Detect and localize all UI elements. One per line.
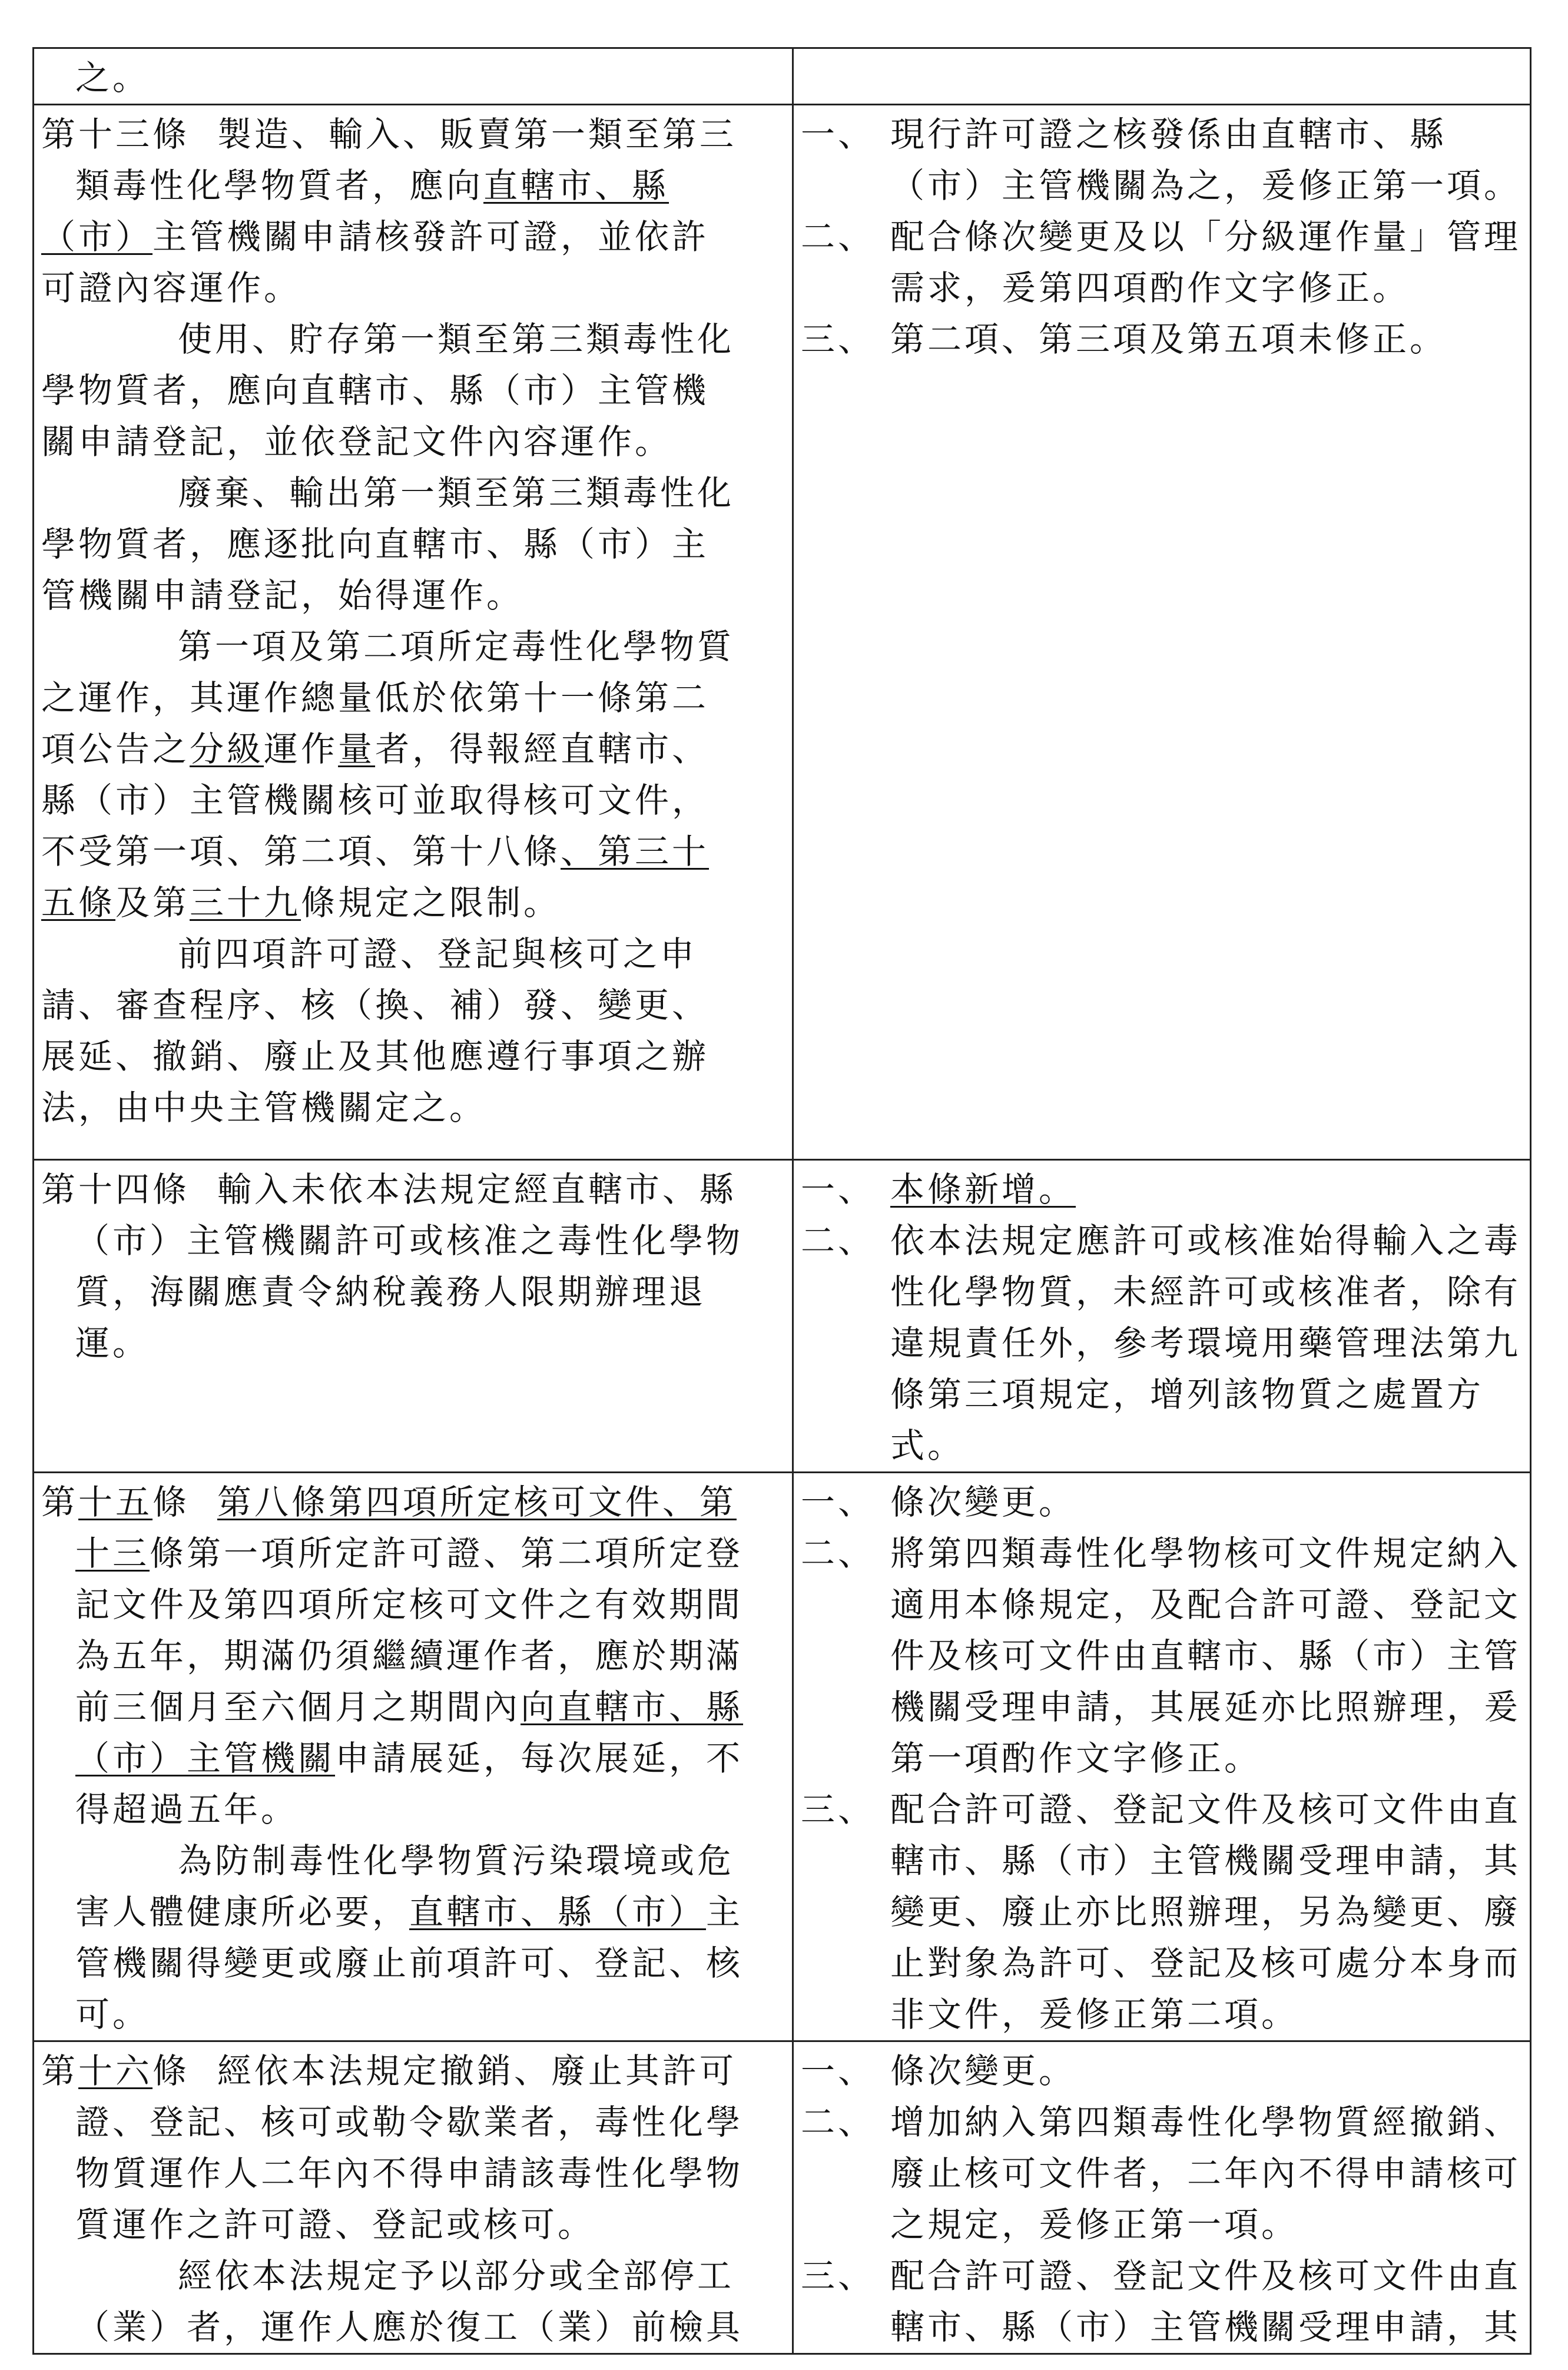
article-15-explanation xyxy=(793,1473,1531,2041)
table-row-article-14 xyxy=(34,1160,1531,1473)
amended-text: 十三 xyxy=(75,1533,150,1573)
amended-text: 十五 xyxy=(78,1482,153,1522)
amended-text: 分級 xyxy=(190,729,264,769)
explanation-item: 一、 條次變更。 xyxy=(801,1482,1076,1522)
explanation-item: 三、 第二項、第三項及第五項未修正。 xyxy=(801,319,1447,359)
amended-text: 三十九 xyxy=(190,883,301,923)
table-row-article-13 xyxy=(34,105,1531,1160)
explanation-item: 三、 配合許可證、登記文件及核可文件由直轄市、縣（市）主管機關受理申請，其變更、廢止亦比照辦理，另為變更、廢止對象為許可、登記及核可處分本身而非文件，爰修正第二項。 xyxy=(801,1789,1521,2034)
article-15-heading: 第十五條 xyxy=(41,1482,190,1522)
explanation-item: 一、 條次變更。 xyxy=(801,2051,1076,2091)
amended-text: 量 xyxy=(338,729,376,769)
article-16-text: 第十六條 經依本法規定撤銷、廢止其許可 證、登記、核可或勒令歇業者，毒性化學 物質運作人二年內不得申請該毒性化學物 質運作之許可證、登記或核可。 經依本法規定予以部分或全部停工 （業）者，運作人應於復工（業）前檢具 xyxy=(34,2041,793,2354)
amended-text: 第八條第四項所定核可文件、第 xyxy=(217,1482,737,1522)
table-row-article-15 xyxy=(34,1473,1531,2041)
explanation-item: 一、 現行許可證之核發係由直轄市、縣（市）主管機關為之，爰修正第一項。 xyxy=(801,114,1521,205)
amendment-comparison-table xyxy=(32,47,1531,2355)
explanation-item: 三、 配合許可證、登記文件及核可文件由直轄市、縣（市）主管機關受理申請，其 xyxy=(801,2256,1521,2347)
article-16-explanation xyxy=(793,2041,1531,2354)
amended-text: 直轄市、縣（市） xyxy=(409,1892,707,1932)
explanation-item: 一、 本條新增。 xyxy=(801,1169,1076,1209)
left-cell: 之。 xyxy=(34,48,793,105)
article-14-heading: 第十四條 xyxy=(41,1169,190,1209)
article-16-heading: 第十六條 xyxy=(41,2051,190,2091)
article-14-text: 第十四條 輸入未依本法規定經直轄市、縣 （市）主管機關許可或核准之毒性化學物 質，海關應責令納稅義務人限期辦理退 運。 xyxy=(34,1160,793,1473)
table-row-article-16 xyxy=(34,2041,1531,2354)
explanation-item: 二、 將第四類毒性化學物核可文件規定納入適用本條規定，及配合許可證、登記文件及核可文件由直轄市、縣（市）主管機關受理申請，其展延亦比照辦理，爰第一項酌作文字修正。 xyxy=(801,1533,1521,1778)
amended-text: （市）主管機關 xyxy=(75,1738,336,1778)
explanation-item: 二、 增加納入第四類毒性化學物質經撤銷、廢止核可文件者，二年內不得申請核可之規定，爰修正第一項。 xyxy=(801,2102,1521,2245)
amended-text: 向直轄市、縣 xyxy=(521,1687,744,1727)
article-14-explanation xyxy=(793,1160,1531,1473)
amended-text: 五條 xyxy=(41,883,116,923)
right-cell xyxy=(793,48,1531,105)
amended-text: 十六 xyxy=(78,2051,153,2091)
article-13-heading: 第十三條 xyxy=(41,114,190,154)
amended-text: 直轄市、縣 xyxy=(483,165,669,205)
table-row-continuation xyxy=(34,48,1531,105)
explanation-item: 二、 配合條次變更及以「分級運作量」管理需求，爰第四項酌作文字修正。 xyxy=(801,217,1521,308)
amended-text: （市） xyxy=(41,217,153,257)
explanation-item: 二、 依本法規定應許可或核准始得輸入之毒性化學物質，未經許可或核准者，除有違規責任外，參考環境用藥管理法第九條第三項規定，增列該物質之處置方式。 xyxy=(801,1221,1521,1466)
amended-text: 、第三十 xyxy=(561,831,710,871)
article-15-text: 第十五條 第八條第四項所定核可文件、第 十三條第一項所定許可證、第二項所定登 記文件及第四項所定核可文件之有效期間 為五年，期滿仍須繼續運作者，應於期滿 前三個月至六個月之期間內向直轄市、縣 （市）主管機關申請展延，每次展延，不 得超過五年。 為防制毒性化學物質污染環境或危 害人體健康所必要，直轄市、縣（市）主 管機關得變更或廢止前項許可、登記、核 可。 xyxy=(34,1473,793,2041)
article-13-explanation xyxy=(793,105,1531,1160)
article-13-text: 第十三條 製造、輸入、販賣第一類至第三 類毒性化學物質者，應向直轄市、縣 （市）主管機關申請核發許可證，並依許 可證內容運作。 使用、貯存第一類至第三類毒性化 學物質者，應向直轄市、縣（市）主管機 關申請登記，並依登記文件內容運作。 廢棄、輸出第一類至第三類毒性化 學物質者，應逐批向直轄市、縣（市）主 管機關申請登記，始得運作。 第一項及第二項所定毒性化學物質 之運作，其運作總量低於依第十一條第二 項公告之分級運作量者，得報經直轄市、 縣（市）主管機關核可並取得核可文件， 不受第一項、第二項、第十八條、第三十 五條及第三十九條規定之限制。 前四項許可證、登記與核可之申 請、審查程序、核（換、補）發、變更、 展延、撤銷、廢止及其他應遵行事項之辦 法，由中央主管機關定之。 xyxy=(34,105,793,1160)
document-page xyxy=(32,47,1530,2347)
